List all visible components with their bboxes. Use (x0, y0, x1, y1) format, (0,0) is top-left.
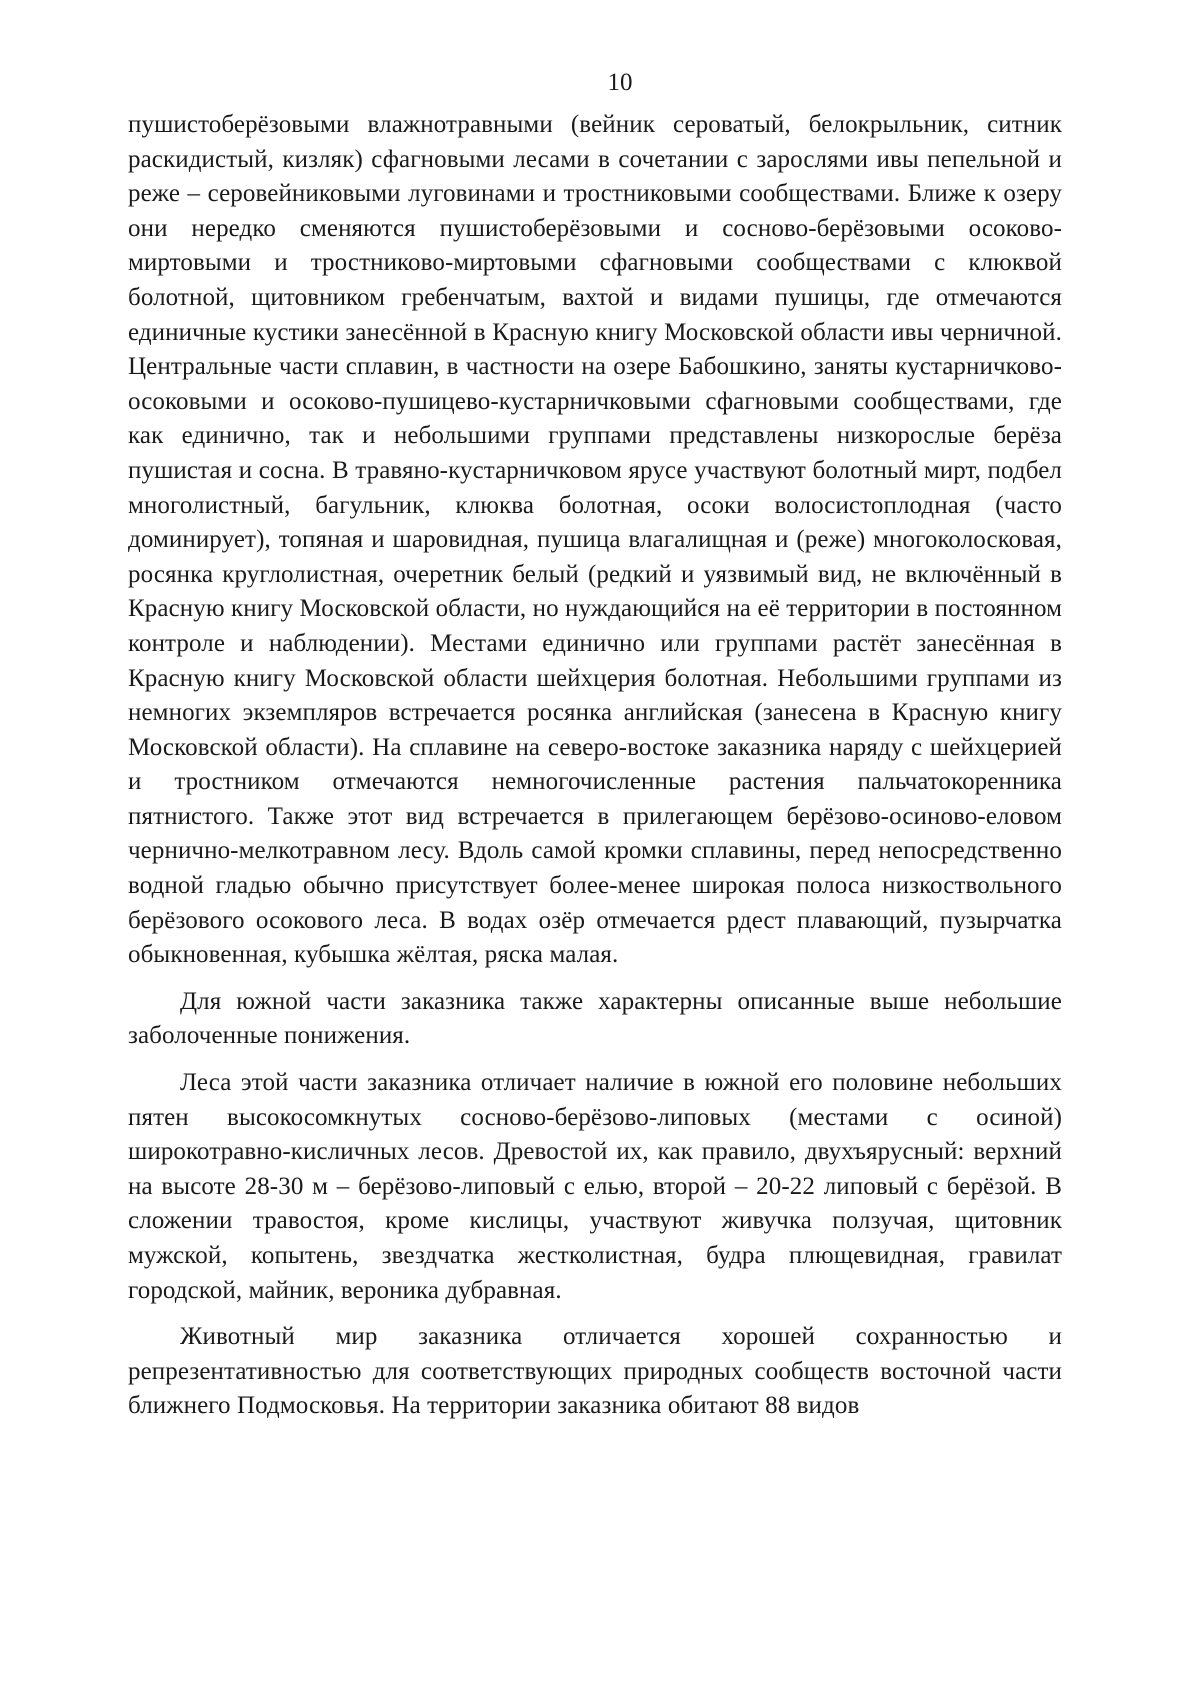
body-text (128, 108, 1062, 1424)
page-number: 10 (607, 69, 633, 96)
paragraph-fauna: Животный мир заказника отличается хорошей сохранностью и репрезентативностью для соответствующих природных сообществ восточной части ближнего Подмосковья. На территории заказника обитают 88 видов (128, 1323, 1062, 1420)
paragraph-forests: Леса этой части заказника отличает наличие в южной его половине небольших пятен высокосомкнутых сосново-берёзово-липовых (местами с осиной) широкотравно-кисличных лесов. Древостой их, как правило, двухъярусный: верхний на высоте 28-30 м – берёзово-липовый с елью, второй – 20-22 липовый с берёзой. В сложении травостоя, кроме кислицы, участвуют живучка ползучая, щитовник мужской, копытень, звездчатка жестколистная, будра плющевидная, гравилат городской, майник, вероника дубравная. (128, 1069, 1062, 1304)
paragraph-south-part: Для южной части заказника также характерны описанные выше небольшие заболоченные понижения. (128, 987, 1062, 1050)
paragraph-vegetation-continued: пушистоберёзовыми влажнотравными (вейник сероватый, белокрыльник, ситник раскидистый, кизляк) сфагновыми лесами в сочетании с зарослями ивы пепельной и реже – серовейниковыми луговинами и тростниковыми сообществами. Ближе к озеру они нередко сменяются пушистоберёзовыми и сосново-берёзовыми осоково-миртовыми и тростниково-миртовыми сфагновыми сообществами с клюквой болотной, щитовником гребенчатым, вахтой и видами пушицы, где отмечаются единичные кустики занесённой в Красную книгу Московской области ивы черничной. Центральные части сплавин, в частности на озере Бабошкино, заняты кустарничково-осоковыми и осоково-пушицево-кустарничковыми сфагновыми сообществами, где как единично, так и небольшими группами представлены низкорослые берёза пушистая и сосна. В травяно-кустарничковом ярусе участвуют болотный мирт, подбел многолистный, багульник, клюква болотная, осоки волосистоплодная (часто доминирует), топяная и шаровидная, пушица влагалищная и (реже) многоколосковая, росянка круглолистная, очеретник белый (редкий и уязвимый вид, не включённый в Красную книгу Московской области, но нуждающийся на её территории в постоянном контроле и наблюдении). Местами единично или группами растёт занесённая в Красную книгу Московской области шейхцерия болотная. Небольшими группами из немногих экземпляров встречается росянка английская (занесена в Красную книгу Московской области). На сплавине на северо-востоке заказника наряду с шейхцерией и тростником отмечаются немногочисленные растения пальчатокоренника пятнистого. Также этот вид встречается в прилегающем берёзово-осиново-еловом чернично-мелкотравном лесу. Вдоль самой кромки сплавины, перед непосредственно водной гладью обычно присутствует более-менее широкая полоса низкоствольного берёзового осокового леса. В водах озёр отмечается рдест плавающий, пузырчатка обыкновенная, кубышка жёлтая, ряска малая. (128, 111, 1062, 969)
